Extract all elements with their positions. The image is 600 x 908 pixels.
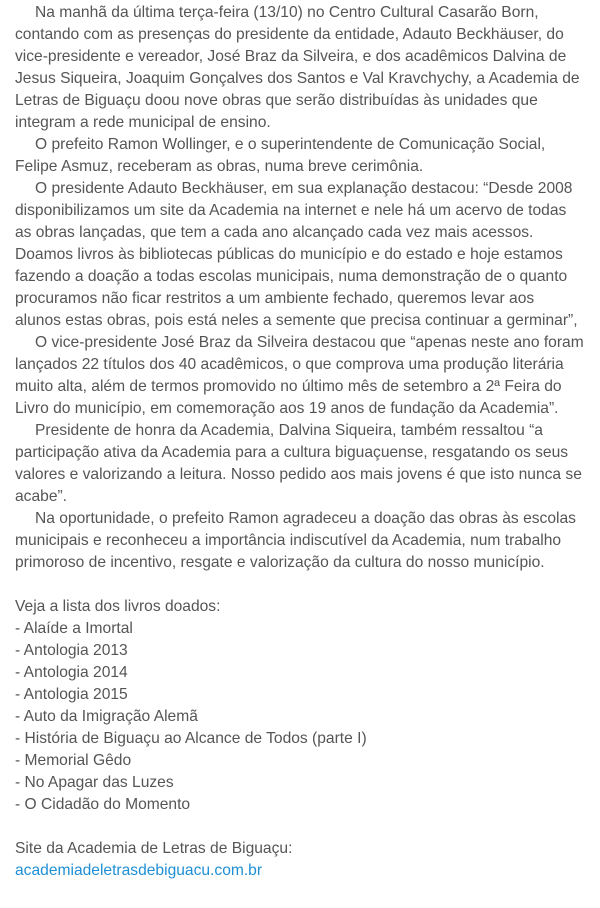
- site-link[interactable]: academiadeletrasdebiguacu.com.br: [15, 862, 263, 879]
- book-list-item: - Auto da Imigração Alemã: [15, 708, 198, 725]
- book-list-intro: Veja a lista dos livros doados:: [15, 598, 221, 615]
- paragraph: Presidente de honra da Academia, Dalvina Siqueira, também ressaltou “a participação ativa da Academia para a cultura biguaçuense, resgatando os seus valores e valorizando a leitura. Nosso pedido aos mais jovens é que isto nunca se acabe”.: [15, 422, 582, 505]
- book-list-item: - Antologia 2014: [15, 664, 128, 681]
- book-list-item: - No Apagar das Luzes: [15, 774, 174, 791]
- book-list: [15, 618, 584, 816]
- paragraph: O vice-presidente José Braz da Silveira destacou que “apenas neste ano foram lançados 22 títulos dos 40 acadêmicos, o que comprova uma produção literária muito alta, além de termos promovido no último mês de setembro a 2ª Feira do Livro do município, em comemoração aos 19 anos de fundação da Academia”.: [15, 334, 584, 417]
- paragraph: O prefeito Ramon Wollinger, e o superintendente de Comunicação Social, Felipe Asmuz, receberam as obras, numa breve cerimônia.: [15, 136, 546, 175]
- paragraph: O presidente Adauto Beckhäuser, em sua explanação destacou: “Desde 2008 disponibilizamos um site da Academia na internet e nele há um acervo de todas as obras lançadas, que tem a cada ano alcançado cada vez mais acessos. Doamos livros às bibliotecas públicas do município e do estado e hoje estamos fazendo a doação a todas escolas municipais, numa demonstração de o quanto procuramos não ficar restritos a um ambiente fechado, queremos levar aos alunos estas obras, pois está neles a semente que precisa continuar a germinar”,: [15, 180, 578, 329]
- book-list-item: - Memorial Gêdo: [15, 752, 132, 769]
- book-list-item: - Alaíde a Imortal: [15, 620, 133, 637]
- site-link-line: [15, 860, 584, 882]
- book-list-item: - O Cidadão do Momento: [15, 796, 191, 813]
- site-label: Site da Academia de Letras de Biguaçu:: [15, 840, 293, 857]
- paragraph: Na manhã da última terça-feira (13/10) no Centro Cultural Casarão Born, contando com as presenças do presidente da entidade, Adauto Beckhäuser, do vice-presidente e vereador, José Braz da Silveira, e dos acadêmicos Dalvina de Jesus Siqueira, Joaquim Gonçalves dos Santos e Val Kravchychy, a Academia de Letras de Biguaçu doou nove obras que serão distribuídas às unidades que integram a rede municipal de ensino.: [15, 4, 580, 131]
- paragraph: Na oportunidade, o prefeito Ramon agradeceu a doação das obras às escolas municipais e reconheceu a importância indiscutível da Academia, num trabalho primoroso de incentivo, resgate e valorização da cultura do nosso município.: [15, 510, 576, 571]
- spacer: [15, 574, 584, 596]
- book-list-item: - Antologia 2013: [15, 642, 128, 659]
- spacer: [15, 816, 584, 838]
- book-list-item: - História de Biguaçu ao Alcance de Todos (parte I): [15, 730, 367, 747]
- book-list-item: - Antologia 2015: [15, 686, 128, 703]
